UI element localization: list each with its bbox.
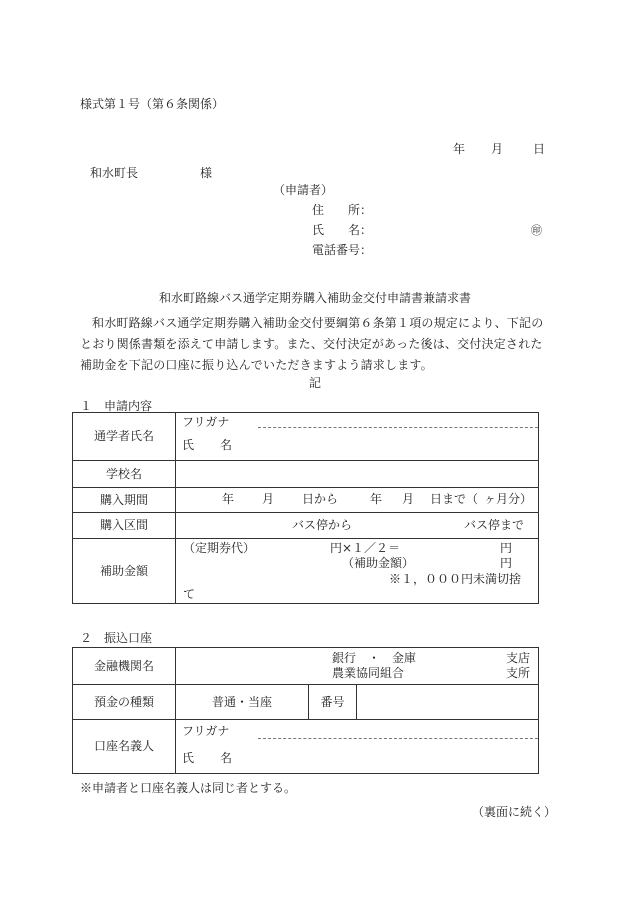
bank-label: 金融機関名 xyxy=(73,648,176,685)
branch-label: 支店 xyxy=(506,651,531,665)
route-label: 購入区間 xyxy=(73,513,176,539)
student-name-row xyxy=(73,413,539,461)
student-name-label: 通学者氏名 xyxy=(73,413,176,461)
applicant-address-label: 住 所： xyxy=(312,203,373,217)
addressee-name: 和水町長 xyxy=(90,166,139,180)
seal-mark: ㊞ xyxy=(531,224,542,237)
student-name-cell xyxy=(176,413,539,461)
date-month-label: 月 xyxy=(491,142,504,156)
route-cell[interactable] xyxy=(176,513,539,539)
yen-label-2: 円 xyxy=(500,556,513,570)
bank-types: 銀行 ・ 金庫 xyxy=(332,651,417,665)
rounding-note-continued: て xyxy=(183,587,196,601)
subsidy-label: 補助金額 xyxy=(73,539,176,604)
deposit-type-label: 預金の種類 xyxy=(73,685,176,720)
subsidy-formula: 円×１／２＝ xyxy=(330,541,401,555)
holder-furigana-dashed-line[interactable] xyxy=(258,738,538,739)
form-number: 様式第１号（第６条関係） xyxy=(80,97,225,111)
school-label: 学校名 xyxy=(73,461,176,488)
section2-heading: ２ 振込口座 xyxy=(80,631,153,645)
holder-name-label xyxy=(182,751,232,766)
name-label-b: 名 xyxy=(220,438,233,452)
bank-account-table xyxy=(72,647,539,774)
account-holder-cell xyxy=(176,720,539,774)
rounding-note: ※１，０００円未満切捨 xyxy=(389,572,522,586)
period-year2: 年 xyxy=(370,492,383,506)
name-label xyxy=(182,438,232,453)
deposit-row xyxy=(73,685,539,720)
holder-row xyxy=(73,720,539,774)
account-number-input[interactable] xyxy=(357,685,539,720)
subsidy-cell xyxy=(176,539,539,604)
bank-row xyxy=(73,648,539,685)
account-number-label: 番号 xyxy=(309,685,357,720)
pass-price-label: （定期券代） xyxy=(183,541,256,555)
furigana-dashed-line[interactable] xyxy=(258,427,538,428)
application-table xyxy=(72,412,539,604)
addressee-honorific: 様 xyxy=(200,166,213,180)
date-year-label: 年 xyxy=(453,142,466,156)
yen-label-1: 円 xyxy=(500,541,513,555)
period-day1: 日から xyxy=(302,492,339,506)
deposit-type-options[interactable]: 普通・当座 xyxy=(176,685,309,720)
account-note: ※申請者と口座名義人は同じ者とする。 xyxy=(80,781,297,795)
route-to: バス停まで xyxy=(464,518,525,532)
bank-cell[interactable] xyxy=(176,648,539,685)
applicant-phone-label: 電話番号： xyxy=(312,243,373,257)
holder-name-label-b: 名 xyxy=(220,751,233,765)
period-cell[interactable] xyxy=(176,488,539,513)
school-row xyxy=(73,461,539,488)
route-from: バス停から xyxy=(292,518,353,532)
addressee xyxy=(90,166,212,180)
name-label-a: 氏 xyxy=(182,438,195,452)
subsidy-amount-label: （補助金額） xyxy=(342,556,415,570)
holder-name-label-a: 氏 xyxy=(182,751,195,765)
continued-label: （裏面に続く） xyxy=(472,805,557,819)
period-day2: 日まで（ xyxy=(430,492,479,506)
date-line xyxy=(453,142,545,156)
applicant-name-label: 氏 名： xyxy=(312,223,373,237)
school-input-cell[interactable] xyxy=(176,461,539,488)
document-title: 和水町路線バス通学定期券購入補助金交付申請書兼請求書 xyxy=(158,291,471,305)
body-text: 和水町路線バス通学定期券購入補助金交付要綱第６条第１項の規定により、下記のとおり関係書類を添えて申請します。また、交付決定があった後は、交付決定された補助金を下記の口座に振り込んでいただきますよう請求します。 xyxy=(80,316,544,372)
subsidy-row xyxy=(73,539,539,604)
period-month2: 月 xyxy=(402,492,415,506)
section1-heading: １ 申請内容 xyxy=(80,399,153,413)
date-day-label: 日 xyxy=(533,142,546,156)
account-holder-label: 口座名義人 xyxy=(73,720,176,774)
period-label: 購入期間 xyxy=(73,488,176,513)
applicant-heading: （申請者） xyxy=(273,183,334,197)
branch-office-label: 支所 xyxy=(506,666,531,680)
furigana-label: フリガナ xyxy=(182,415,230,429)
route-row xyxy=(73,513,539,539)
period-months: ヶ月分） xyxy=(484,492,533,506)
period-month1: 月 xyxy=(262,492,275,506)
ki-marker: 記 xyxy=(308,376,321,390)
period-row xyxy=(73,488,539,513)
period-year1: 年 xyxy=(222,492,235,506)
agri-coop-label: 農業協同組合 xyxy=(332,666,405,680)
holder-furigana-label: フリガナ xyxy=(182,724,230,738)
